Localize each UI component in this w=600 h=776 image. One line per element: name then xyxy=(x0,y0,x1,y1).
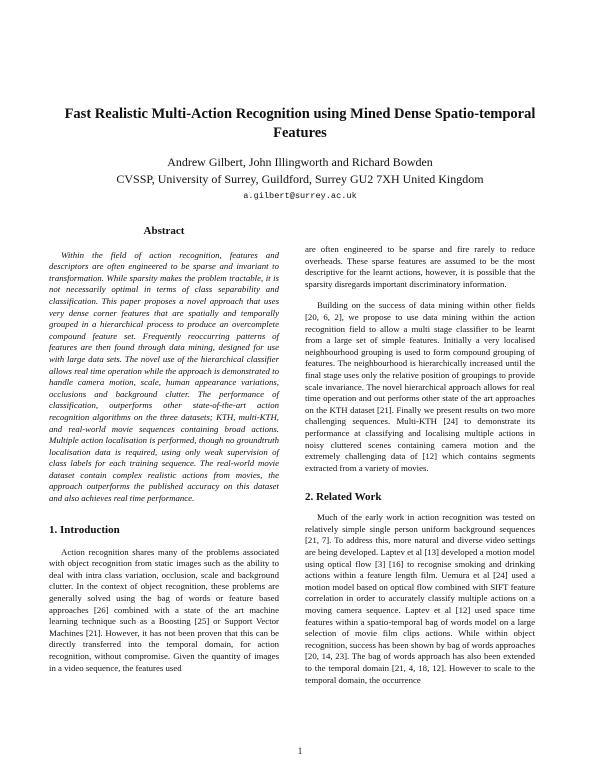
right-column xyxy=(305,244,535,686)
related-work-heading: 2. Related Work xyxy=(305,491,382,504)
page-number: 1 xyxy=(297,746,303,756)
paper-title: Fast Realistic Multi-Action Recognition using Mined Dense Spatio-temporal Features xyxy=(64,106,536,141)
intro-heading: 1. Introduction xyxy=(49,523,120,536)
abstract-text: Within the field of action recognition, features and descriptors are often engineered to be sparse and invariant to transformation. While sparsity makes the problem tractable, it is not necessarily optimal in terms of class separability and classification. This paper proposes a novel approach that uses very dense corner features that are spatially and temporally grouped in a hierarchical process to produce an overcomplete compound feature set. Frequently reoccurring patterns of features are then found through data mining, designed for use with large data sets. The novel use of the hierarchical classifier allows real time operation while the approach is demonstrated to handle camera motion, scale, human appearance variations, occlusions and background clutter. The performance of classification, outperforms other state-of-the-art action recognition algorithms on the three datasets; KTH, multi-KTH, and real-world movie sequences containing broad actions. Multiple action localisation is performed, though no groundtruth localisation data is required, using only weak supervision of class labels for each training sequence. The real-world movie dataset contain complex realistic actions from movies, the approach outperforms the published accuracy on this dataset and also achieves real time performance. xyxy=(49,249,279,504)
author-email: a.gilbert@surrey.ac.uk xyxy=(243,191,357,201)
related-work-paragraph: Much of the early work in action recognition was tested on relatively simple single person uniform background sequences [21, 7]. To address this, more natural and diverse video settings are being developed. Laptev et al [13] developed a motion model using optical flow [3] [16] to recognise smoking and drinking actions within a feature length film. Uemura et al [24] used a motion model based on optical flow combined with SIFT feature correlation in order to accurately classify multiple actions on a moving camera sequence. Laptev et al [12] used space time features within a spatio-temporal bag of words model on a large selection of movie film clips actions. While within object recognition, success has been shown by bag of words approaches [20, 14, 23]. The bag of words approach has also been extended to the temporal domain [21, 4, 18, 12]. However to scale to the temporal domain, the occurrence xyxy=(305,512,535,685)
author-names: Andrew Gilbert, John Illingworth and Richard Bowden xyxy=(167,155,433,169)
intro-paragraph-2: Building on the success of data mining within other fields [20, 6, 2], we propose to use data mining within the action recognition field to allow a multi stage classifier to be learnt from a large set of simple features. Initially a very localised neighbourhood grouping is used to form compound grouping of features. The neighbourhood is hierarchically increased until the final stage uses only the relative position of groupings to provide scale invariance. The novel hierarchical approach allows for real time operation and out performs other state of the art approaches on the KTH dataset [21]. Finally we present results on two more challenging sequences. Multi-KTH [24] to demonstrate its performance at classifying and localising multiple actions in noisy cluttered scenes containing camera motion and the extremely challenging data of [12] which contains segments extracted from a variety of movies. xyxy=(305,300,535,473)
author-block xyxy=(60,154,540,188)
left-column xyxy=(49,226,279,674)
author-affiliation: CVSSP, University of Surrey, Guildford, Surrey GU2 7XH United Kingdom xyxy=(116,172,484,186)
abstract-heading: Abstract xyxy=(143,225,185,237)
intro-paragraph: Action recognition shares many of the problems associated with object recognition from static images such as the ability to deal with intra class variation, occlusion, scale and background clutter. In the context of object recognition, these problems are generally solved using the bag of words or feature based approaches [26] combined with a state of the art machine learning technique such as a Boosting [25] or Support Vector Machines [21]. However, it has not been proven that this can be directly transferred into the temporal domain, for action recognition, without compromise. Given the quantity of images in a video sequence, the features used xyxy=(49,546,279,673)
intro-continued-paragraph: are often engineered to be sparse and fire rarely to reduce overheads. These sparse features are assumed to be the most descriptive for the learnt actions, however, it is possible that the sparsity disregards important discriminatory information. xyxy=(305,244,535,289)
